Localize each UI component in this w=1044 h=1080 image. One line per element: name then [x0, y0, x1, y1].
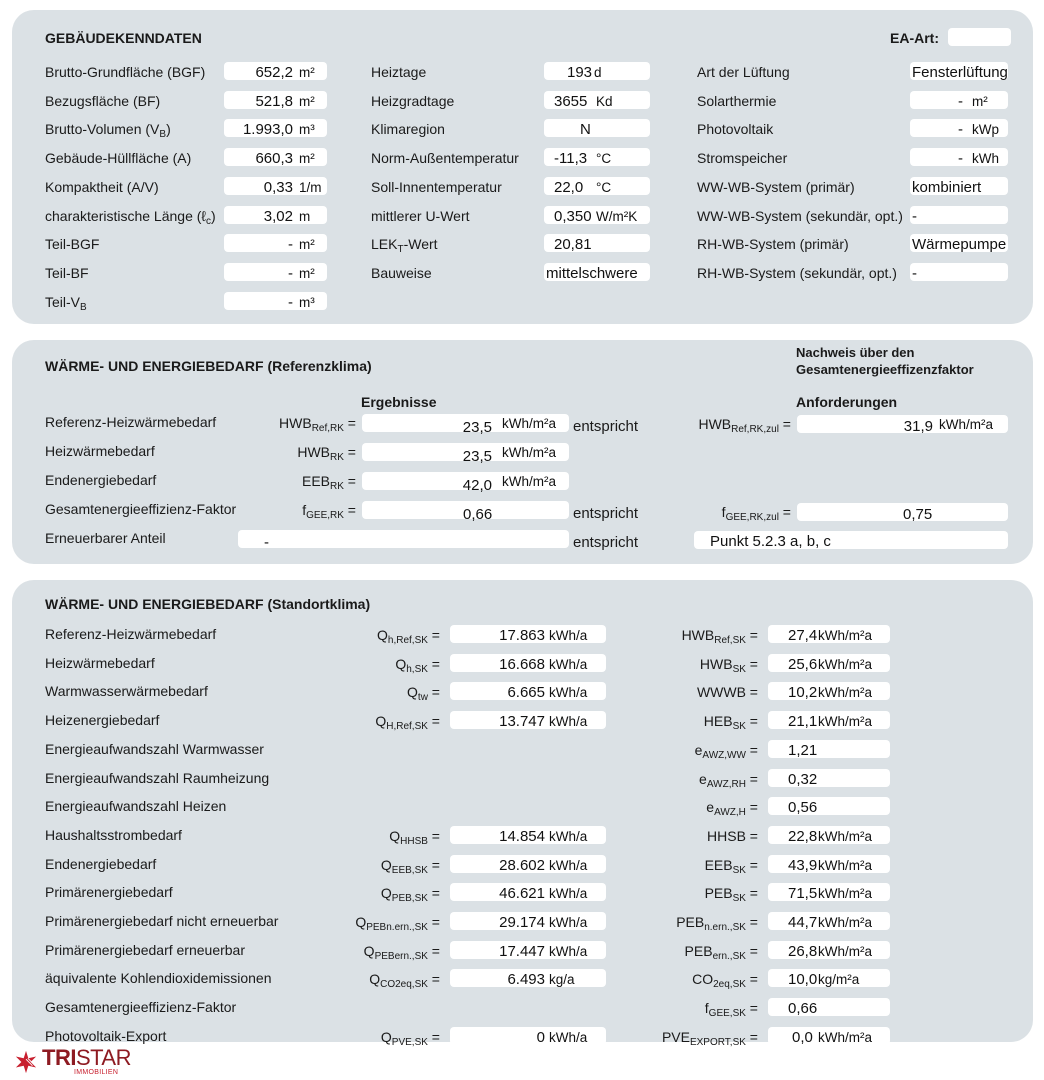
- field-value: 13.747: [499, 713, 545, 731]
- site-q-symbol: $Q_{tw}$ =: [407, 684, 440, 704]
- building-value-field: [910, 62, 1008, 80]
- site-s-field: [768, 969, 890, 987]
- field-unit: m²: [299, 93, 315, 109]
- logo-name-bold: TRI: [42, 1045, 76, 1070]
- site-label: Haushaltsstrombedarf: [45, 826, 182, 843]
- site-q-symbol: $Q_{H,Ref,SK}$ =: [375, 713, 440, 733]
- field-value: 23,5: [462, 419, 492, 436]
- building-value-field: [910, 206, 1008, 224]
- site-s-field: [768, 883, 890, 901]
- field-unit: d: [594, 65, 602, 80]
- ea-art-label: EA-Art:: [890, 30, 939, 46]
- req-hwb-symbol: $HWB_{Ref,RK,zul}$ =: [698, 416, 791, 435]
- site-s-field: [768, 826, 890, 844]
- building-value-field: [224, 177, 327, 195]
- req-punkt-field: Punkt 5.2.3 a, b, c: [694, 531, 1008, 549]
- building-value-field: [544, 148, 650, 166]
- field-unit: kWh/m²a: [502, 416, 556, 431]
- entspricht-label: entspricht: [573, 418, 639, 435]
- field-value: 6.493: [507, 971, 545, 989]
- field-unit: kWh/m²a: [818, 828, 872, 844]
- site-climate-title: WÄRME- UND ENERGIEBEDARF (Standortklima): [45, 596, 371, 612]
- reference-value-field: [362, 414, 569, 436]
- anforderungen-label: Anforderungen: [796, 394, 898, 410]
- reference-climate-title: WÄRME- UND ENERGIEBEDARF (Referenzklima): [45, 358, 372, 374]
- field-value: 0,350: [554, 207, 592, 225]
- field-value: 10,2: [788, 684, 818, 702]
- field-unit: kWh/a: [549, 915, 588, 930]
- entspricht-label: entspricht: [573, 505, 639, 522]
- building-value-field: [910, 263, 1008, 281]
- star-logo-icon: [14, 1050, 38, 1074]
- site-s-symbol: $PVE_{EXPORT,SK}$ =: [661, 1028, 758, 1048]
- site-q-symbol: $Q_{PEBern.,SK}$ =: [363, 942, 440, 962]
- site-q-field: [450, 1027, 606, 1045]
- field-unit: kWh/m²a: [818, 1029, 872, 1045]
- site-s-field: [768, 682, 890, 700]
- field-value: 44,7: [788, 914, 818, 931]
- site-q-symbol: $Q_{EEB,SK}$ =: [380, 856, 440, 876]
- field-unit: m: [299, 208, 311, 224]
- site-s-symbol: $EEB_{SK}$ =: [704, 856, 758, 876]
- logo-tagline: IMMOBILIEN: [74, 1069, 119, 1076]
- field-value: 14.854: [499, 827, 545, 845]
- field-value: 26,8: [788, 942, 818, 960]
- field-value: 10,0: [788, 971, 818, 989]
- site-q-field: [450, 855, 606, 873]
- field-value: -: [958, 150, 963, 168]
- site-s-field: [768, 740, 890, 758]
- site-s-symbol: $HEB_{SK}$ =: [703, 713, 758, 733]
- field-unit: m²: [299, 65, 315, 80]
- reference-label: Endenergiebedarf: [45, 472, 157, 488]
- field-value: N: [580, 121, 591, 139]
- req-hwb-field: 31,9 kWh/m²a: [797, 415, 1008, 433]
- req-fgee-symbol: $f_{GEE,RK,zul}$ =: [721, 504, 791, 523]
- site-s-symbol: $HWB_{SK}$ =: [699, 655, 758, 675]
- field-unit: m²: [299, 151, 315, 167]
- field-value: 27,4: [788, 627, 818, 644]
- field-value: -: [288, 293, 293, 311]
- building-label: Stromspeicher: [697, 150, 788, 167]
- reference-label: Erneuerbarer Anteil: [45, 530, 166, 546]
- reference-symbol: $HWB_{Ref,RK}$ =: [279, 415, 356, 434]
- reference-value-field: [362, 472, 569, 494]
- site-label: Energieaufwandszahl Raumheizung: [45, 769, 270, 786]
- building-label: Heiztage: [371, 64, 427, 80]
- field-unit: kWh/m²a: [502, 474, 556, 489]
- building-label: Teil-BGF: [45, 236, 100, 253]
- field-unit: kWh/a: [549, 685, 588, 701]
- field-value: -: [958, 92, 963, 110]
- field-unit: m²: [299, 237, 315, 253]
- building-label: Brutto-Volumen $(V_B)$: [45, 121, 171, 141]
- field-value: Wärmepumpe: [912, 236, 1007, 254]
- building-value-field: [224, 206, 327, 224]
- field-value: -: [958, 121, 963, 139]
- field-unit: m³: [299, 294, 315, 310]
- field-value: 28.602: [499, 856, 545, 874]
- building-value-field: [224, 263, 327, 281]
- logo-name-light: STAR: [75, 1045, 131, 1070]
- site-q-field: [450, 654, 606, 672]
- field-value: 46.621: [499, 885, 545, 903]
- reference-symbol: $EEB_{RK}$ =: [302, 473, 356, 492]
- field-unit: kWh/a: [549, 943, 588, 959]
- field-unit: kWp: [972, 122, 999, 138]
- site-s-symbol: WWWB =: [696, 684, 758, 701]
- building-value-field: [544, 177, 650, 195]
- site-q-field: [450, 912, 606, 930]
- site-q-field: [450, 941, 606, 959]
- ergebnisse-label: Ergebnisse: [361, 394, 437, 410]
- site-q-symbol: $Q_{h,SK}$ =: [395, 655, 440, 675]
- field-value: 0,66: [788, 1000, 818, 1018]
- site-s-field: [768, 711, 890, 729]
- building-value-field: [544, 91, 650, 109]
- field-unit: W/m²K: [596, 208, 638, 224]
- building-label: Brutto-Grundfläche (BGF): [45, 64, 206, 80]
- building-value-field: [224, 62, 327, 80]
- site-s-symbol: $PEB_{n.ern.,SK}$ =: [676, 914, 758, 933]
- building-value-field: [910, 234, 1008, 252]
- field-value: kombiniert: [912, 178, 982, 196]
- site-s-symbol: $CO_{2eq,SK}$ =: [692, 971, 758, 991]
- building-label: WW-WB-System (sekundär, opt.): [697, 207, 903, 224]
- building-value-field: [910, 177, 1008, 195]
- field-unit: m²: [299, 265, 315, 281]
- site-label: Heizenergiebedarf: [45, 712, 160, 729]
- building-value-field: [910, 119, 1008, 137]
- field-value: 29.174: [499, 914, 545, 931]
- field-value: 22,0: [554, 178, 584, 196]
- site-q-field: [450, 682, 606, 700]
- site-s-field: [768, 912, 890, 930]
- field-unit: kWh/m²a: [818, 886, 872, 902]
- building-label: Soll-Innentemperatur: [371, 178, 502, 195]
- field-unit: kWh/m²a: [818, 656, 872, 672]
- site-s-field: [768, 855, 890, 873]
- site-s-symbol: $e_{AWZ,RH}$ =: [699, 770, 758, 790]
- reference-label: Heizwärmebedarf: [45, 443, 155, 459]
- site-label: äquivalente Kohlendioxidemissionen: [45, 970, 272, 987]
- field-unit: kWh/m²a: [818, 857, 872, 873]
- site-q-symbol: $Q_{CO2eq,SK}$ =: [369, 971, 440, 991]
- building-value-field: [224, 91, 327, 109]
- field-value: 0,0: [792, 1028, 813, 1046]
- site-q-field: [450, 969, 606, 987]
- site-s-symbol: $HWB_{Ref,SK}$ =: [681, 627, 758, 646]
- site-s-field: [768, 1027, 890, 1045]
- building-label: RH-WB-System (sekundär, opt.): [697, 264, 897, 281]
- building-label: Bauweise: [371, 264, 432, 281]
- field-unit: kWh: [972, 151, 999, 167]
- site-label: Photovoltaik-Export: [45, 1027, 167, 1044]
- building-label: Solarthermie: [697, 92, 777, 109]
- field-value: 22,8: [788, 827, 818, 845]
- field-value: 521,8: [255, 92, 293, 110]
- building-label: RH-WB-System (primär): [697, 236, 849, 253]
- site-label: Primärenergiebedarf: [45, 884, 173, 901]
- field-unit: Kd: [596, 93, 613, 109]
- field-value: 17.447: [499, 942, 545, 960]
- reference-value-field: [362, 501, 569, 523]
- field-unit: kWh/a: [549, 828, 588, 844]
- field-unit: kWh/a: [549, 857, 588, 873]
- field-value: -: [912, 264, 917, 282]
- field-unit: kWh/a: [549, 886, 588, 902]
- reference-climate-panel: [12, 340, 1033, 564]
- site-label: Heizwärmebedarf: [45, 654, 155, 671]
- building-label: Teil-$V_B$: [45, 293, 87, 313]
- building-label: Art der Lüftung: [697, 64, 790, 80]
- building-label: Bezugsfläche (BF): [45, 92, 161, 109]
- site-q-field: [450, 883, 606, 901]
- building-value-field: [544, 234, 650, 252]
- field-value: 660,3: [255, 150, 293, 168]
- site-q-symbol: $Q_{PVE,SK}$ =: [380, 1028, 440, 1048]
- field-unit: kWh/a: [549, 714, 588, 730]
- field-value: mittelschwere: [546, 264, 638, 282]
- site-label: Endenergiebedarf: [45, 855, 157, 872]
- building-label: mittlerer U-Wert: [371, 207, 470, 224]
- building-value-field: [224, 234, 327, 252]
- building-label: Teil-BF: [45, 264, 89, 281]
- site-label: Gesamtenergieeffizienz-Faktor: [45, 999, 237, 1016]
- building-label: Photovoltaik: [697, 121, 774, 138]
- nachweis-heading-line1: Nachweis über den: [796, 345, 915, 360]
- site-s-symbol: $PEB_{SK}$ =: [704, 885, 758, 905]
- building-value-field: [544, 263, 650, 281]
- field-unit: °C: [596, 179, 612, 195]
- building-value-field: [224, 148, 327, 166]
- site-q-symbol: $Q_{HHSB}$ =: [389, 827, 440, 847]
- field-unit: kWh/m²a: [818, 714, 872, 730]
- building-label: WW-WB-System (primär): [697, 178, 855, 195]
- field-value: 3655: [554, 92, 588, 110]
- field-value: 71,5: [788, 885, 818, 903]
- building-value-field: [224, 292, 327, 310]
- ea-art-field[interactable]: [948, 28, 1011, 46]
- site-s-symbol: HHSB =: [707, 827, 758, 844]
- building-data-title: GEBÄUDEKENNDATEN: [45, 30, 202, 46]
- building-label: charakteristische Länge (ℓ$_c$): [45, 207, 216, 227]
- field-value: 193: [567, 64, 593, 81]
- site-s-field: [768, 654, 890, 672]
- building-value-field: [910, 148, 1008, 166]
- site-q-symbol: $Q_{h,Ref,SK}$ =: [377, 627, 440, 646]
- field-unit: 1/m: [299, 179, 322, 195]
- nachweis-heading-line2: Gesamtenergieeffizenzfaktor: [796, 362, 974, 377]
- building-label: $LEK_T$-Wert: [371, 236, 438, 256]
- field-unit: m²: [972, 93, 988, 109]
- field-unit: kWh/a: [549, 628, 588, 643]
- field-value: 0,56: [788, 799, 818, 817]
- field-unit: kWh/a: [549, 1029, 588, 1045]
- field-value: 652,2: [255, 64, 293, 81]
- building-value-field: [910, 91, 1008, 109]
- field-value: -: [288, 236, 293, 254]
- site-label: Energieaufwandszahl Warmwasser: [45, 740, 264, 757]
- field-value: 20,81: [554, 236, 592, 254]
- field-value: -: [912, 207, 917, 225]
- field-value: 17.863: [499, 627, 545, 644]
- site-label: Primärenergiebedarf erneuerbar: [45, 941, 245, 958]
- building-label: Heizgradtage: [371, 92, 455, 109]
- building-value-field: [544, 119, 650, 137]
- site-q-field: [450, 826, 606, 844]
- building-value-field: [224, 119, 327, 137]
- field-value: -: [264, 534, 269, 551]
- site-label: Energieaufwandszahl Heizen: [45, 798, 227, 815]
- site-climate-panel: [12, 580, 1033, 1048]
- field-unit: kWh/a: [549, 656, 588, 672]
- field-value: 0,32: [788, 770, 818, 788]
- site-label: Warmwasserwärmebedarf: [45, 683, 208, 700]
- field-value: 0: [536, 1028, 545, 1046]
- field-value: 6.665: [507, 684, 545, 702]
- field-value: Fensterlüftung: [912, 64, 1008, 81]
- field-value: -: [288, 264, 293, 282]
- field-unit: kg/a: [549, 972, 575, 988]
- field-unit: kWh/m²a: [502, 445, 556, 460]
- field-value: 21,1: [788, 713, 818, 731]
- site-s-field: [768, 941, 890, 959]
- field-unit: kg/m²a: [818, 972, 860, 988]
- field-unit: kWh/m²a: [818, 628, 872, 643]
- field-value: 0,33: [263, 178, 293, 196]
- field-unit: m³: [299, 122, 315, 138]
- reference-value-field: [362, 443, 569, 465]
- building-label: Norm-Außentemperatur: [371, 150, 519, 167]
- site-q-field: [450, 625, 606, 643]
- reference-label: Referenz-Heizwärmebedarf: [45, 414, 217, 430]
- field-value: -11,3: [554, 150, 588, 168]
- site-s-symbol: $e_{AWZ,H}$ =: [706, 799, 758, 819]
- field-value: 1.993,0: [242, 121, 293, 139]
- field-value: 3,02: [263, 207, 293, 225]
- building-value-field: [544, 62, 650, 80]
- site-s-symbol: $PEB_{ern.,SK}$ =: [684, 942, 758, 962]
- field-unit: kWh/m²a: [818, 685, 872, 701]
- field-value: 25,6: [788, 655, 818, 673]
- site-s-symbol: $e_{AWZ,WW}$ =: [694, 741, 758, 761]
- field-value: 0,66: [463, 506, 493, 523]
- site-label: Referenz-Heizwärmebedarf: [45, 626, 217, 642]
- site-s-field: [768, 625, 890, 643]
- site-q-symbol: $Q_{PEBn.ern.,SK}$ =: [355, 914, 440, 933]
- site-label: Primärenergiebedarf nicht erneuerbar: [45, 913, 279, 929]
- reference-label: Gesamtenergieeffizienz-Faktor: [45, 501, 237, 517]
- field-value: 42,0: [462, 477, 492, 494]
- site-s-symbol: $f_{GEE,SK}$ =: [704, 1000, 758, 1020]
- building-data-panel: [12, 10, 1033, 324]
- site-s-field: [768, 797, 890, 815]
- site-s-field: [768, 998, 890, 1016]
- building-label: Gebäude-Hüllfläche (A): [45, 150, 192, 167]
- building-label: Kompaktheit (A/V): [45, 178, 159, 195]
- site-q-symbol: $Q_{PEB,SK}$ =: [380, 885, 440, 905]
- req-fgee-field: 0,75: [797, 503, 1008, 521]
- building-value-field: [544, 206, 650, 224]
- field-unit: °C: [596, 151, 612, 167]
- reference-symbol: $HWB_{RK}$ =: [297, 444, 356, 463]
- field-value: 16.668: [499, 655, 545, 673]
- reference-symbol: $f_{GEE,RK}$ =: [302, 502, 356, 521]
- site-s-field: [768, 769, 890, 787]
- reference-value-field: [238, 530, 569, 551]
- field-unit: kWh/m²a: [818, 943, 872, 959]
- field-value: 23,5: [462, 448, 492, 465]
- entspricht-label: entspricht: [573, 534, 639, 551]
- field-unit: kWh/m²a: [818, 915, 872, 930]
- field-value: 1,21: [788, 741, 818, 759]
- field-value: 43,9: [788, 856, 818, 874]
- tristar-logo: [12, 1046, 140, 1078]
- building-label: Klimaregion: [371, 121, 445, 138]
- site-q-field: [450, 711, 606, 729]
